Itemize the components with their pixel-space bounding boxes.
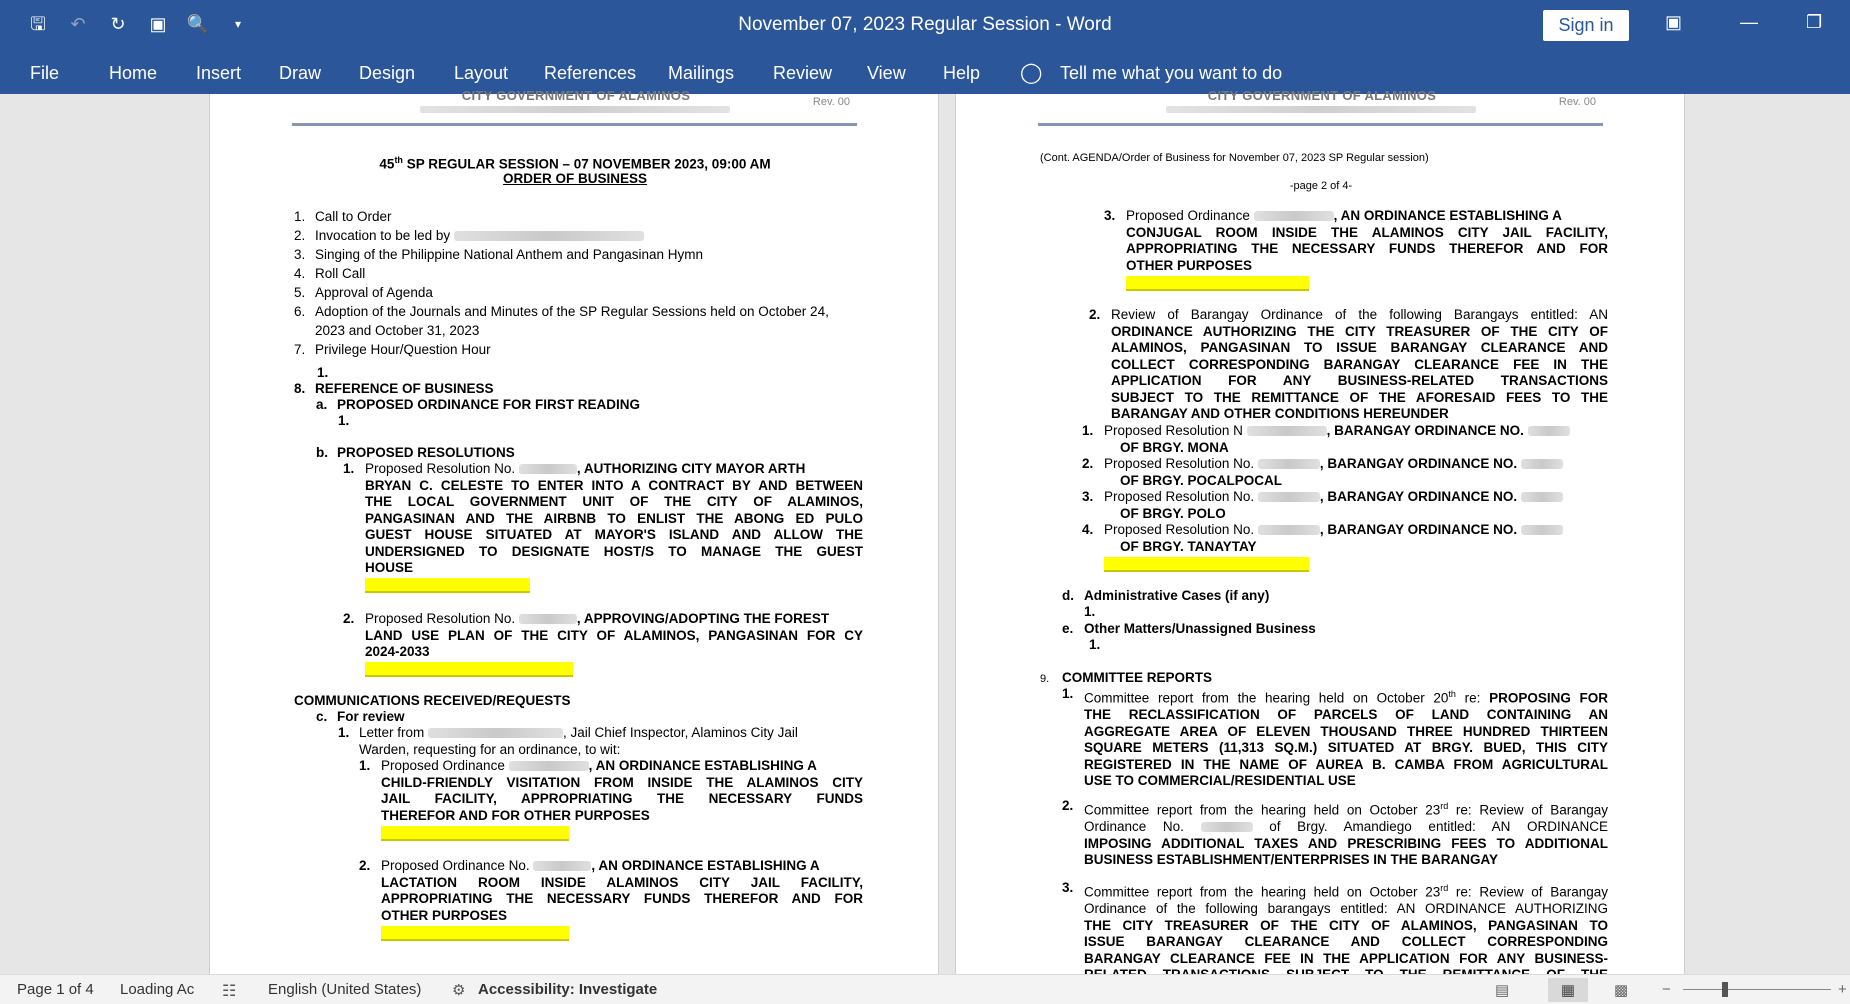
- sponsor-highlight: [365, 578, 863, 595]
- print-preview-icon[interactable]: 🔍: [186, 14, 210, 34]
- language-indicator[interactable]: English (United States): [268, 981, 422, 998]
- list-sub-number: 1.: [317, 365, 329, 380]
- list-item: 2. Invocation to be led by: [294, 228, 829, 245]
- list-item: 5. Approval of Agenda: [294, 285, 433, 300]
- res2-number: 2.: [343, 611, 355, 626]
- ord3-number: 3.: [1104, 208, 1116, 223]
- list-item: 4. Proposed Resolution No. , BARANGAY ORDINANCE NO.: [1104, 522, 1608, 539]
- list-item: 6. Adoption of the Journals and Minutes of the SP Regular Sessions held on October 24,: [294, 304, 829, 319]
- tell-me-input[interactable]: Tell me what you want to do: [1060, 63, 1283, 83]
- list-item: 1. Proposed Resolution N , BARANGAY ORDINANCE NO.: [1104, 423, 1608, 440]
- page-header: CITY GOVERNMENT OF ALAMINOS: [461, 88, 691, 103]
- section-b-heading: b. PROPOSED RESOLUTIONS: [316, 445, 515, 460]
- list-item: 1. Call to Order: [294, 209, 392, 224]
- proofing-icon[interactable]: ☷: [222, 983, 237, 1000]
- barangay-list: 1. Proposed Resolution N , BARANGAY ORDINANCE NO. OF BRGY. MONA 2. Proposed Resolution No. , BARANGAY ORDINANCE NO. OF BRGY. POCALPOCAL 3. Proposed Resolution No. , BARANGAY ORDINANCE NO. OF BRGY. POLO 4. Proposed Resolution No. , BARANGAY ORDINANCE NO. OF BRGY. TANAYTAY: [1104, 423, 1608, 573]
- zoom-out-icon[interactable]: −: [1662, 981, 1671, 998]
- document-page-2[interactable]: [955, 88, 1685, 974]
- resolution-2: Proposed Resolution No. , APPROVING/ADOPTING THE FOREST LAND USE PLAN OF THE CITY OF ALAMINOS, PANGASINAN FOR CY 2024-2033: [365, 611, 863, 678]
- ordinance-2: Proposed Ordinance No. , AN ORDINANCE ESTABLISHING A LACTATION ROOM INSIDE ALAMINOS CITY JAIL FACILITY, APPROPRIATING THE NECESSARY FUNDS THEREFOR AND FOR OTHER PURPOSES: [381, 858, 863, 942]
- section-c-heading: c. For review: [316, 709, 405, 724]
- tab-mailings[interactable]: Mailings: [668, 63, 735, 83]
- lightbulb-icon: ◯: [1020, 62, 1043, 84]
- ribbon-display-icon[interactable]: ▣: [1665, 12, 1683, 32]
- customize-qat-icon[interactable]: ▾: [234, 17, 242, 31]
- tab-draw[interactable]: Draw: [279, 63, 322, 83]
- tab-home[interactable]: Home: [109, 63, 158, 83]
- tab-file[interactable]: File: [30, 63, 60, 83]
- sponsor-highlight: [1126, 275, 1608, 292]
- ord1-number: 1.: [359, 758, 371, 773]
- ordinance-3: Proposed Ordinance , AN ORDINANCE ESTABLISHING A CONJUGAL ROOM INSIDE THE ALAMINOS CITY JAIL FACILITY, APPROPRIATING THE NECESSARY FUNDS THEREFOR AND FOR OTHER PURPOSES: [1126, 208, 1608, 292]
- cr1-number: 1.: [1062, 686, 1074, 701]
- committee-report-2: Committee report from the hearing held on October 23rd re: Review of Barangay Ordinance No. of Brgy. Amandiego entitled: AN ORDINANCE IMPOSING ADDITIONAL TAXES AND PRESCRIBING FEES TO ADDITIONAL BUSINESS ESTABLISHMENT/ENTERPRISES IN THE BARANGAY: [1084, 801, 1608, 867]
- minimize-icon[interactable]: —: [1740, 12, 1758, 32]
- accessibility-status[interactable]: Accessibility: Investigate: [478, 981, 658, 998]
- section-e-heading: e. Other Matters/Unassigned Business: [1062, 621, 1316, 636]
- list-item: 3. Proposed Resolution No. , BARANGAY ORDINANCE NO.: [1104, 489, 1608, 506]
- read-mode-icon[interactable]: ▤: [1495, 982, 1510, 999]
- communications-heading: COMMUNICATIONS RECEIVED/REQUESTS: [294, 693, 571, 708]
- tab-view[interactable]: View: [867, 63, 906, 83]
- status-bar: [0, 974, 1850, 1004]
- zoom-slider-thumb[interactable]: [1722, 982, 1728, 997]
- list-item: 7. Privilege Hour/Question Hour: [294, 342, 491, 357]
- letter-number: 1.: [338, 725, 350, 740]
- sponsor-highlight: [1104, 556, 1608, 573]
- ord2-number: 2.: [359, 858, 371, 873]
- page-header: CITY GOVERNMENT OF ALAMINOS: [1207, 88, 1437, 103]
- redacted-address: [420, 106, 730, 113]
- header-rule: [1038, 123, 1603, 126]
- ordinance-1: Proposed Ordinance , AN ORDINANCE ESTABLISHING A CHILD-FRIENDLY VISITATION FROM INSIDE THE ALAMINOS CITY JAIL FACILITY, APPROPRIATING THE NECESSARY FUNDS THEREFOR AND FOR OTHER PURPOSES: [381, 758, 863, 842]
- section-d-heading: d. Administrative Cases (if any): [1062, 588, 1270, 603]
- revision-label: Rev. 00: [1558, 96, 1596, 108]
- list-item: 2023 and October 31, 2023: [315, 323, 480, 338]
- review-number: 2.: [1089, 307, 1101, 322]
- committee-report-1: Committee report from the hearing held on October 20th re: PROPOSING FOR THE RECLASSIFICATION OF PARCELS OF LAND CONTAINING AN AGGREGATE AREA OF ELEVEN THOUSAND THREE HUNDRED THIRTEEN SQUARE METERS (11,313 SQ.M.) SITUATED AT BRGY. BUED, THIS CITY REGISTERED IN THE NAME OF AUREA B. CAMBA FROM AGRICULTURAL USE TO COMMERCIAL/RESIDENTIAL USE: [1084, 689, 1609, 788]
- letter-text: Letter from , Jail Chief Inspector, Alaminos City Jail Warden, requesting for an ordinance, to wit:: [359, 725, 798, 757]
- tab-design[interactable]: Design: [359, 63, 416, 83]
- tab-insert[interactable]: Insert: [196, 63, 242, 83]
- document-canvas: [0, 88, 1850, 974]
- redo-icon[interactable]: ↻: [110, 14, 126, 34]
- form-icon[interactable]: ▣: [149, 14, 167, 34]
- section-a-heading: a. PROPOSED ORDINANCE FOR FIRST READING: [316, 397, 641, 412]
- list-item: 3. Singing of the Philippine National Anthem and Pangasinan Hymn: [294, 247, 704, 262]
- tab-help[interactable]: Help: [943, 63, 981, 83]
- accessibility-icon[interactable]: ⚙: [452, 982, 466, 999]
- barangay-review: Review of Barangay Ordinance of the following Barangays entitled: AN ORDINANCE AUTHORIZING THE CITY TREASURER OF THE CITY OF ALAMINOS, PANGASINAN TO ISSUE BARANGAY CLEARANCE AND COLLECT CORRESPONDING BARANGAY CLEARANCE FEE IN THE APPLICATION FOR ANY BUSINESS-RELATED TRANSACTIONS SUBJECT TO THE REMITTANCE OF THE AFORESAID FEES TO THE BARANGAY AND OTHER CONDITIONS HEREUNDER: [1111, 307, 1608, 421]
- tab-layout[interactable]: Layout: [454, 63, 509, 83]
- title-bar: [0, 0, 1850, 52]
- zoom-in-icon[interactable]: +: [1838, 981, 1847, 998]
- web-layout-icon[interactable]: ▩: [1614, 982, 1629, 999]
- order-title: ORDER OF BUSINESS: [502, 171, 648, 186]
- list-item: 4. Roll Call: [294, 266, 366, 281]
- reference-heading: 8. REFERENCE OF BUSINESS: [294, 381, 494, 396]
- session-title: 45th SP REGULAR SESSION – 07 NOVEMBER 2023, 09:00 AM: [379, 155, 771, 172]
- cr2-number: 2.: [1062, 798, 1074, 813]
- section-a-sub: 1.: [338, 413, 350, 428]
- word-count-loading[interactable]: Loading Ac: [120, 981, 195, 998]
- res1-number: 1.: [343, 461, 355, 476]
- tab-review[interactable]: Review: [773, 63, 833, 83]
- zoom-slider[interactable]: [1683, 989, 1831, 990]
- window-title: November 07, 2023 Regular Session - Word: [738, 14, 1112, 35]
- cr3-number: 3.: [1062, 880, 1074, 895]
- revision-label: Rev. 00: [812, 96, 850, 108]
- order-list: [294, 209, 829, 359]
- tab-references[interactable]: References: [544, 63, 637, 83]
- resolution-1: Proposed Resolution No. , AUTHORIZING CITY MAYOR ARTH BRYAN C. CELESTE TO ENTER INTO A CONTRACT BY AND BETWEEN THE LOCAL GOVERNMENT UNIT OF THE CITY OF ALAMINOS, PANGASINAN AND THE AIRBNB TO ENLIST THE ABONG ED PULO GUEST HOUSE SITUATED AT MAYOR'S ISLAND AND ALLOW THE UNDERSIGNED TO DESIGNATE HOST/S TO MANAGE THE GUEST HOUSE: [365, 461, 863, 594]
- continuation-note: (Cont. AGENDA/Order of Business for November 07, 2023 SP Regular session): [1040, 152, 1429, 164]
- committee-reports-heading: 9. COMMITTEE REPORTS: [1040, 670, 1213, 685]
- committee-report-3: Committee report from the hearing held on October 23rd re: Review of Barangay Ordinance of the following barangays entitled: AN ORDINANCE AUTHORIZING THE CITY TREASURER OF THE CITY OF ALAMINOS, PANGASINAN TO ISSUE BARANGAY CLEARANCE AND COLLECT CORRESPONDING BARANGAY CLEARANCE FEE IN THE APPLICATION FOR ANY BUSINESS-: [1084, 883, 1608, 966]
- restore-icon[interactable]: ❐: [1806, 12, 1823, 32]
- page-count[interactable]: Page 1 of 4: [17, 981, 94, 998]
- page-label: -page 2 of 4-: [1289, 180, 1353, 192]
- sign-in-button[interactable]: Sign in: [1543, 10, 1629, 41]
- save-icon[interactable]: 🖫: [30, 14, 46, 34]
- sponsor-highlight: [381, 925, 863, 942]
- redacted-address: [1166, 106, 1476, 113]
- header-rule: [292, 123, 857, 126]
- section-e-sub: 1.: [1089, 637, 1101, 652]
- document-page-1[interactable]: [209, 88, 939, 974]
- section-d-sub: 1.: [1084, 604, 1096, 619]
- undo-icon[interactable]: ↶: [70, 14, 86, 34]
- list-item: 2. Proposed Resolution No. , BARANGAY ORDINANCE NO.: [1104, 456, 1608, 473]
- print-layout-icon[interactable]: ▦: [1548, 978, 1588, 1002]
- sponsor-highlight: [381, 825, 863, 842]
- sponsor-highlight: [365, 662, 863, 679]
